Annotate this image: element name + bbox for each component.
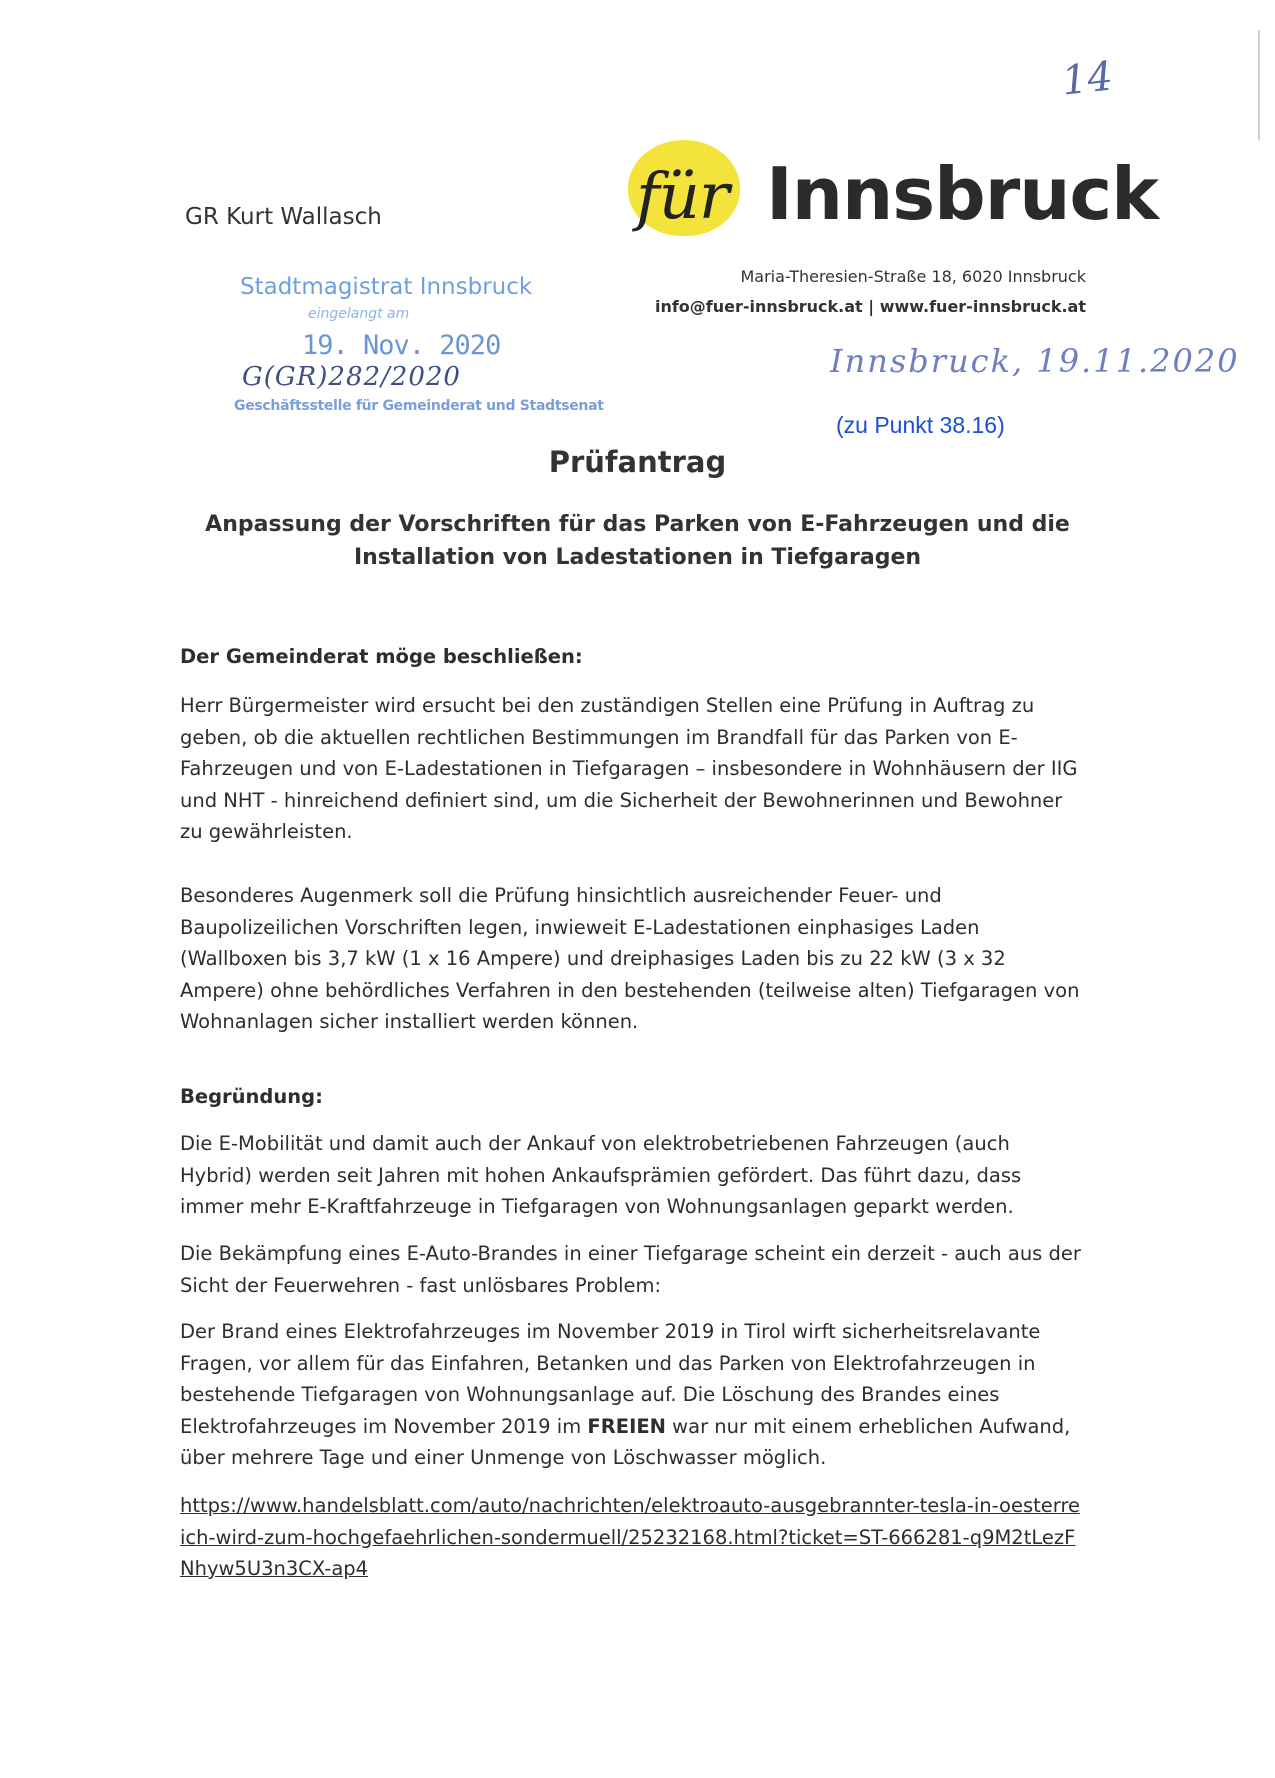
logo-name: Innsbruck (766, 152, 1159, 236)
stamp-organisation: Stadtmagistrat Innsbruck (240, 274, 533, 300)
handwritten-page-number: 14 (1059, 53, 1116, 105)
document-type-heading: Prüfantrag (548, 445, 727, 479)
received-stamp (222, 272, 604, 422)
agenda-reference: (zu Punkt 38.16) (836, 412, 1005, 438)
document-title (200, 508, 1075, 574)
page-edge-line (1258, 30, 1260, 140)
handwritten-place-date: Innsbruck, 19.11.2020 (830, 342, 1240, 380)
reasoning-heading: Begründung: (180, 1085, 323, 1108)
sender-address (600, 262, 1086, 322)
reasoning-p3-text-after: war nur mit einem erheblichen Aufwand, über mehrere Tage und einer Unmenge von Löschwasser möglich. (180, 1414, 1071, 1469)
address-street: Maria-Theresien-Straße 18, 6020 Innsbruck (740, 267, 1086, 286)
address-contact: info@fuer-innsbruck.at | www.fuer-innsbruck.at (654, 297, 1086, 316)
title-line-1: Anpassung der Vorschriften für das Parken von E-Fahrzeugen und die (205, 512, 1070, 537)
logo-prefix: für (636, 160, 729, 234)
author-name: GR Kurt Wallasch (185, 204, 382, 230)
motion-heading: Der Gemeinderat möge beschließen: (180, 645, 583, 668)
stamp-received-label: eingelangt am (308, 306, 410, 322)
motion-paragraph-1: Herr Bürgermeister wird ersucht bei den zuständigen Stellen eine Prüfung in Auftrag zu geben, ob die aktuellen rechtlichen Bestimmungen im Brandfall für das Parken von E-Fahrzeugen und von E-Ladestationen in Tiefgaragen – insbesondere in Wohnhäusern der IIG und NHT - hinreichend definiert sind, um die Sicherheit der Bewohnerinnen und Bewohner zu gewährleisten. (180, 694, 1078, 843)
reasoning-paragraph-1: Die E-Mobilität und damit auch der Ankauf von elektrobetriebenen Fahrzeugen (auch Hybrid) werden seit Jahren mit hohen Ankaufsprämien gefördert. Das führt dazu, dass immer mehr E-Kraftfahrzeuge in Tiefgaragen von Wohnungsanlagen geparkt werden. (180, 1132, 1022, 1218)
reasoning-paragraph-3 (180, 1316, 1085, 1474)
reasoning-paragraph-2: Die Bekämpfung eines E-Auto-Brandes in einer Tiefgarage scheint ein derzeit - auch aus der Sicht der Feuerwehren - fast unlösbares Problem: (180, 1242, 1081, 1297)
fuer-innsbruck-logo (628, 140, 1159, 250)
title-line-2: Installation von Ladestationen in Tiefgaragen (353, 545, 922, 570)
motion-paragraph-2: Besonderes Augenmerk soll die Prüfung hinsichtlich ausreichender Feuer- und Baupolizeilichen Vorschriften legen, inwieweit E-Ladestationen einphasiges Laden (Wallboxen bis 3,7 kW (1 x 16 Ampere) und dreiphasiges Laden bis zu 22 kW (3 x 32 Ampere) ohne behördliches Verfahren in den bestehenden (teilweise alten) Tiefgaragen von Wohnanlagen sicher installiert werden können. (180, 884, 1080, 1033)
stamp-office: Geschäftsstelle für Gemeinderat und Stadtsenat (234, 398, 604, 414)
reasoning-p3-text-before: Der Brand eines Elektrofahrzeuges im November 2019 in Tirol wirft sicherheitsrelavante Fragen, vor allem für das Einfahren, Betanken und das Parken von Elektrofahrzeugen in bestehende Tiefgaragen von Wohnungsanlage auf. Die Löschung des Brandes eines Elektrofahrzeuges im November 2019 im (180, 1320, 1041, 1438)
stamp-reference: G(GR)282/2020 (242, 362, 461, 392)
reasoning-p3-emphasis: FREIEN (587, 1414, 666, 1438)
source-link[interactable]: https://www.handelsblatt.com/auto/nachrichten/elektroauto-ausgebrannter-tesla-in-oesterreich-wird-zum-hochgefaehrlichen-sondermuell/25232168.html?ticket=ST-666281-q9M2tLezFNhyw5U3n3CX-ap4 (180, 1494, 1081, 1580)
stamp-date: 19. Nov. 2020 (302, 330, 501, 361)
